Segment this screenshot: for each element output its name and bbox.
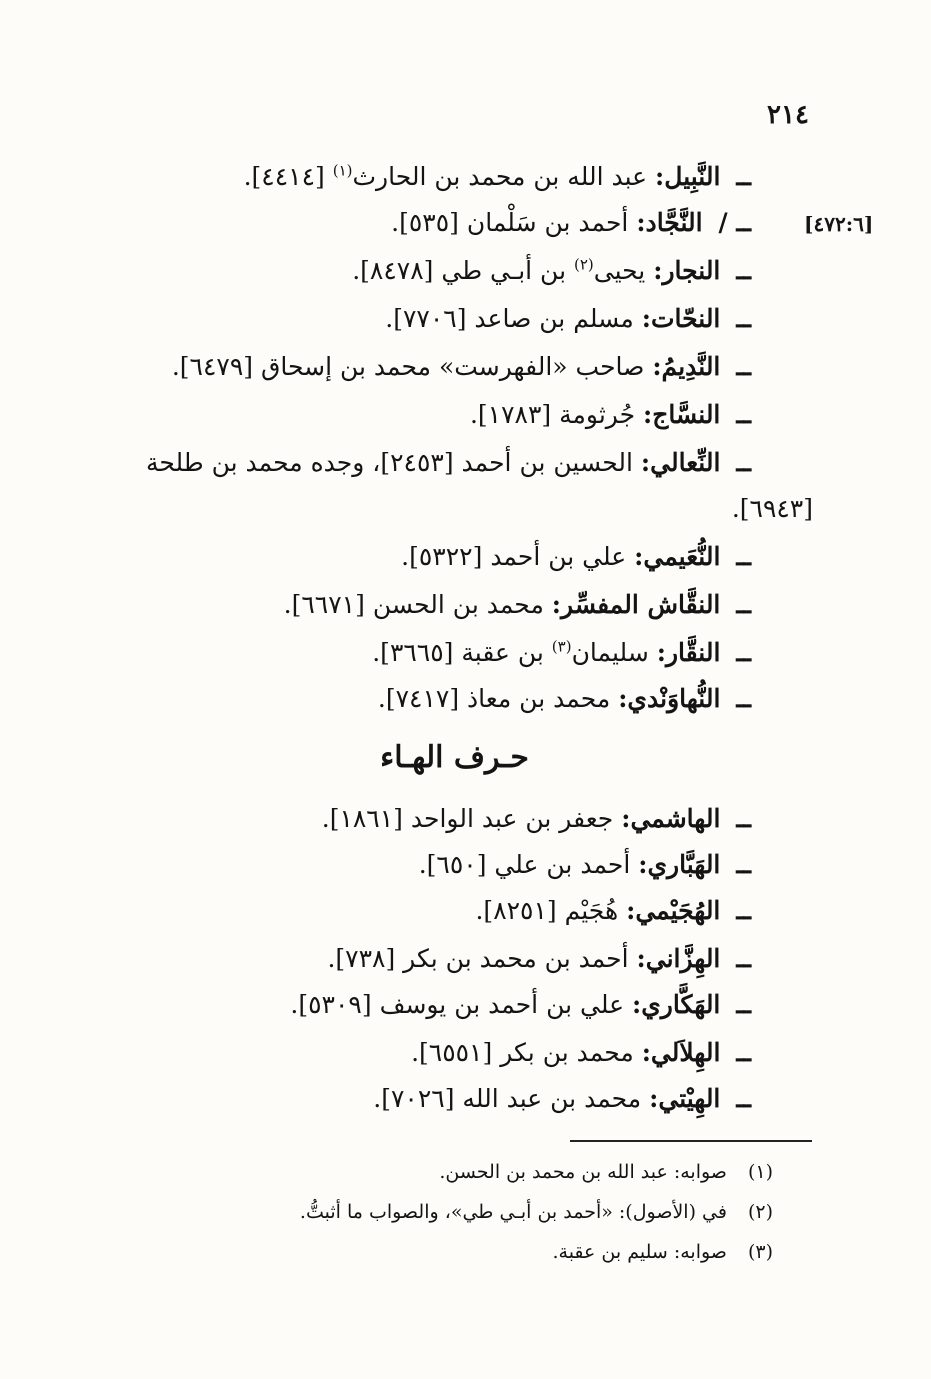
footnote [439, 1158, 773, 1186]
entry-dash: ــ [736, 990, 751, 1019]
entry-dash: ــ [736, 304, 751, 333]
entry-ref: [٥٣٥]. [391, 208, 459, 237]
entry-name: النحّات: [641, 304, 721, 333]
list-item [322, 802, 751, 836]
entry-text: محمد بن بكر [500, 1038, 634, 1067]
entry-dash: ــ [736, 804, 751, 833]
entry-dash: ــ [736, 896, 751, 925]
entry-dash: ــ [736, 448, 751, 477]
entry-ref: [٦٦٧١]. [283, 590, 365, 619]
entry-dash: ــ [736, 638, 751, 667]
list-item [470, 398, 751, 432]
entry-ref: [٧٤١٧]. [377, 684, 460, 713]
entry-dash: ــ [736, 352, 751, 381]
list-item [90, 446, 751, 480]
entry-ref: [٨٢٥١]. [475, 896, 557, 925]
entry-text: جعفر بن عبد الواحد [410, 804, 614, 833]
entry-text: مسلم بن صاعد [474, 304, 634, 333]
entry-name: النُّهاوَنْدي: [618, 684, 721, 713]
entry-ref: [١٧٨٣]. [469, 400, 552, 429]
entry-text: عبد الله بن محمد بن الحارث [352, 162, 648, 191]
entry-text-2: بن عقبة [461, 638, 544, 667]
list-item [378, 682, 751, 716]
entry-text: أحمد بن محمد بن بكر [403, 944, 629, 973]
entry-dash: ــ [736, 256, 751, 285]
entry-dash: ــ [736, 1084, 751, 1113]
entry-ref: [٧٧٠٦]. [385, 304, 467, 333]
entry-text: أحمد بن سَلْمان [466, 208, 629, 237]
footnote-number: (٢) [747, 1201, 773, 1223]
entry-text: الحسين بن أحمد [٢٤٥٣]، وجده محمد بن طلحة [145, 448, 633, 477]
list-item [419, 848, 751, 882]
entry-dash: ــ [736, 400, 751, 429]
entry-text: هُجَيْم [564, 896, 619, 925]
entry-text: جُرثومة [559, 400, 636, 429]
footnote-number: (٣) [747, 1241, 773, 1263]
footnote-divider [570, 1140, 812, 1142]
entry-dash: ــ / [718, 208, 751, 237]
list-item [411, 1036, 751, 1070]
footnote-text: صوابه: سليم بن عقبة. [552, 1241, 727, 1263]
entry-continuation: [٦٩٤٣]. [731, 494, 813, 523]
entry-ref: [٣٦٦٥]. [372, 638, 454, 667]
entry-text: محمد بن معاذ [467, 684, 611, 713]
list-item [172, 350, 751, 384]
list-item [327, 942, 751, 976]
entry-dash: ــ [736, 684, 751, 713]
entry-ref: [٤٤١٤]. [243, 162, 325, 191]
entry-text: صاحب «الفهرست» محمد بن إسحاق [260, 352, 645, 381]
section-heading: حـرف الهـاء [380, 740, 529, 775]
entry-name: النَّدِيمُ: [652, 352, 721, 381]
entry-ref: [٨٤٧٨]. [352, 256, 434, 285]
footnote-marker: (٢) [574, 255, 594, 274]
entry-text: أحمد بن علي [494, 850, 631, 879]
list-item [352, 254, 751, 288]
footnote [552, 1238, 773, 1266]
list-item [391, 206, 751, 240]
entry-ref: [٧٣٨]. [327, 944, 396, 973]
entry-text: محمد بن عبد الله [462, 1084, 642, 1113]
entry-name: النقَّار: [656, 638, 721, 667]
entry-ref: [٦٤٧٩]. [171, 352, 254, 381]
entry-dash: ــ [736, 590, 751, 619]
list-item [385, 302, 751, 336]
entry-dash: ــ [736, 542, 751, 571]
entry-name: النجار: [653, 256, 721, 285]
entry-name: النُّعَيمي: [634, 542, 721, 571]
entry-name: الهَبَّاري: [638, 850, 721, 879]
entry-name: الهِزَّاني: [636, 944, 721, 973]
page-number: ٢١٤ [767, 100, 809, 130]
entry-name: النَّجَّاد: [636, 208, 703, 237]
entry-ref: [٥٣٢٢]. [401, 542, 483, 571]
margin-reference: [٤٧٢:٦] [804, 212, 874, 236]
list-item [373, 1082, 751, 1116]
entry-name: النَّبِيل: [655, 162, 721, 191]
footnote-marker: (٣) [551, 637, 572, 656]
entry-name: النقَّاش المفسِّر: [551, 590, 721, 619]
footnote-text: صوابه: عبد الله بن محمد بن الحسن. [439, 1161, 727, 1183]
entry-dash: ــ [736, 1038, 751, 1067]
entry-ref: [٦٥٠]. [418, 850, 487, 879]
entry-text: علي بن أحمد [490, 542, 627, 571]
entry-text-2: بن أبـي طي [441, 256, 567, 285]
footnote-text: في (الأصول): «أحمد بن أبـي طي»، والصواب ما أثبتُّ. [299, 1201, 727, 1223]
entry-dash: ــ [736, 162, 751, 191]
entry-text: سليمان [571, 638, 649, 667]
list-item [290, 988, 751, 1022]
entry-name: الهاشمي: [621, 804, 721, 833]
list-item [401, 540, 751, 574]
footnote-marker: (١) [332, 161, 353, 180]
entry-name: النسَّاج: [642, 400, 721, 429]
list-item [475, 894, 751, 928]
list-item [284, 588, 751, 622]
entry-dash: ــ [736, 944, 751, 973]
entry-name: الهَكَّاري: [632, 990, 721, 1019]
entry-name: الهِلاَلي: [641, 1038, 721, 1067]
entry-name: الهِيْتي: [649, 1084, 721, 1113]
entry-text: محمد بن الحسن [372, 590, 544, 619]
entry-dash: ــ [736, 850, 751, 879]
entry-ref: [٦٥٥١]. [411, 1038, 493, 1067]
list-item [244, 160, 751, 194]
entry-ref: [١٨٦١]. [321, 804, 403, 833]
entry-ref: [٥٣٠٩]. [290, 990, 372, 1019]
entry-ref: [٧٠٢٦]. [373, 1084, 455, 1113]
list-item [372, 636, 751, 670]
entry-name: الهُجَيْمي: [626, 896, 721, 925]
entry-text: علي بن أحمد بن يوسف [379, 990, 625, 1019]
footnote [300, 1198, 773, 1226]
footnote-number: (١) [747, 1161, 773, 1183]
entry-name: النِّعالي: [640, 448, 721, 477]
entry-text: يحيى [593, 256, 646, 285]
